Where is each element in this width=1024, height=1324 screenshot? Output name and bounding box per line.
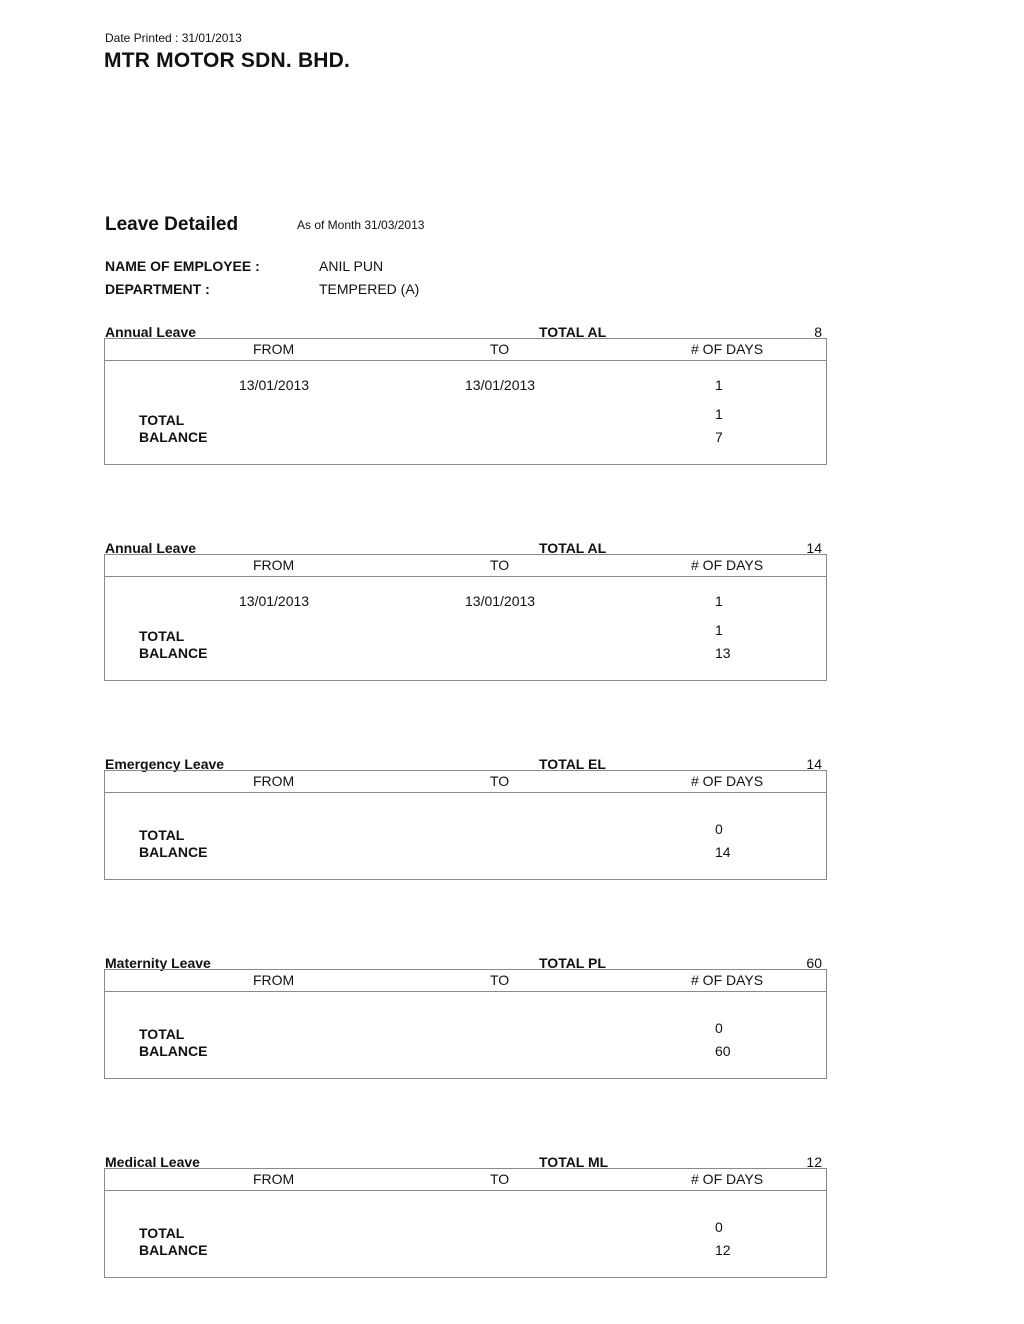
employee-label: NAME OF EMPLOYEE : xyxy=(105,258,260,274)
balance-days: 7 xyxy=(715,429,723,445)
row-to-date: 13/01/2013 xyxy=(465,377,536,393)
table-header xyxy=(105,970,826,992)
row-days: 1 xyxy=(715,593,723,609)
report-title: Leave Detailed xyxy=(105,214,239,235)
total-days: 0 xyxy=(715,1020,723,1036)
section-total-label: TOTAL PL xyxy=(539,955,606,971)
leave-table xyxy=(104,1168,827,1278)
column-days: # OF DAYS xyxy=(691,341,764,357)
table-header xyxy=(105,1169,826,1191)
department-label: DEPARTMENT : xyxy=(105,281,210,297)
column-to: TO xyxy=(490,341,510,357)
department-value: TEMPERED (A) xyxy=(319,281,420,297)
column-to: TO xyxy=(490,972,510,988)
balance-label: BALANCE xyxy=(139,1242,208,1258)
section-title: Emergency Leave xyxy=(105,756,225,772)
balance-label: BALANCE xyxy=(139,844,208,860)
row-from-date: 13/01/2013 xyxy=(239,377,310,393)
balance-days: 60 xyxy=(715,1043,731,1059)
column-to: TO xyxy=(490,1171,510,1187)
section-title: Medical Leave xyxy=(105,1154,200,1170)
balance-label: BALANCE xyxy=(139,429,208,445)
total-label: TOTAL xyxy=(139,827,185,843)
balance-label: BALANCE xyxy=(139,645,208,661)
column-days: # OF DAYS xyxy=(691,1171,764,1187)
total-label: TOTAL xyxy=(139,1026,185,1042)
row-to-date: 13/01/2013 xyxy=(465,593,536,609)
column-to: TO xyxy=(490,557,510,573)
column-days: # OF DAYS xyxy=(691,773,764,789)
column-days: # OF DAYS xyxy=(691,557,764,573)
total-days: 1 xyxy=(715,622,723,638)
section-title: Maternity Leave xyxy=(105,955,211,971)
section-total-value: 8 xyxy=(814,324,822,340)
table-header xyxy=(105,555,826,577)
column-to: TO xyxy=(490,773,510,789)
balance-label: BALANCE xyxy=(139,1043,208,1059)
total-days: 0 xyxy=(715,821,723,837)
section-total-label: TOTAL EL xyxy=(539,756,606,772)
section-title: Annual Leave xyxy=(105,324,197,340)
column-from: FROM xyxy=(253,557,295,573)
section-total-value: 14 xyxy=(806,540,822,556)
leave-table xyxy=(104,770,827,880)
leave-table xyxy=(104,969,827,1079)
table-header xyxy=(105,771,826,793)
balance-days: 14 xyxy=(715,844,731,860)
column-from: FROM xyxy=(253,773,295,789)
balance-days: 12 xyxy=(715,1242,731,1258)
total-label: TOTAL xyxy=(139,412,185,428)
leave-table xyxy=(104,554,827,681)
total-days: 0 xyxy=(715,1219,723,1235)
section-total-value: 14 xyxy=(806,756,822,772)
balance-days: 13 xyxy=(715,645,731,661)
row-from-date: 13/01/2013 xyxy=(239,593,310,609)
total-label: TOTAL xyxy=(139,1225,185,1241)
total-days: 1 xyxy=(715,406,723,422)
section-total-value: 12 xyxy=(806,1154,822,1170)
section-total-label: TOTAL ML xyxy=(539,1154,609,1170)
date-printed: Date Printed : 31/01/2013 xyxy=(105,31,242,45)
section-title: Annual Leave xyxy=(105,540,197,556)
employee-name: ANIL PUN xyxy=(319,258,384,274)
section-total-label: TOTAL AL xyxy=(539,324,607,340)
table-header xyxy=(105,339,826,361)
column-from: FROM xyxy=(253,341,295,357)
section-total-value: 60 xyxy=(806,955,822,971)
column-from: FROM xyxy=(253,972,295,988)
leave-table xyxy=(104,338,827,465)
column-from: FROM xyxy=(253,1171,295,1187)
row-days: 1 xyxy=(715,377,723,393)
company-name: MTR MOTOR SDN. BHD. xyxy=(104,49,351,72)
column-days: # OF DAYS xyxy=(691,972,764,988)
section-total-label: TOTAL AL xyxy=(539,540,607,556)
as-of-month: As of Month 31/03/2013 xyxy=(297,218,425,232)
total-label: TOTAL xyxy=(139,628,185,644)
